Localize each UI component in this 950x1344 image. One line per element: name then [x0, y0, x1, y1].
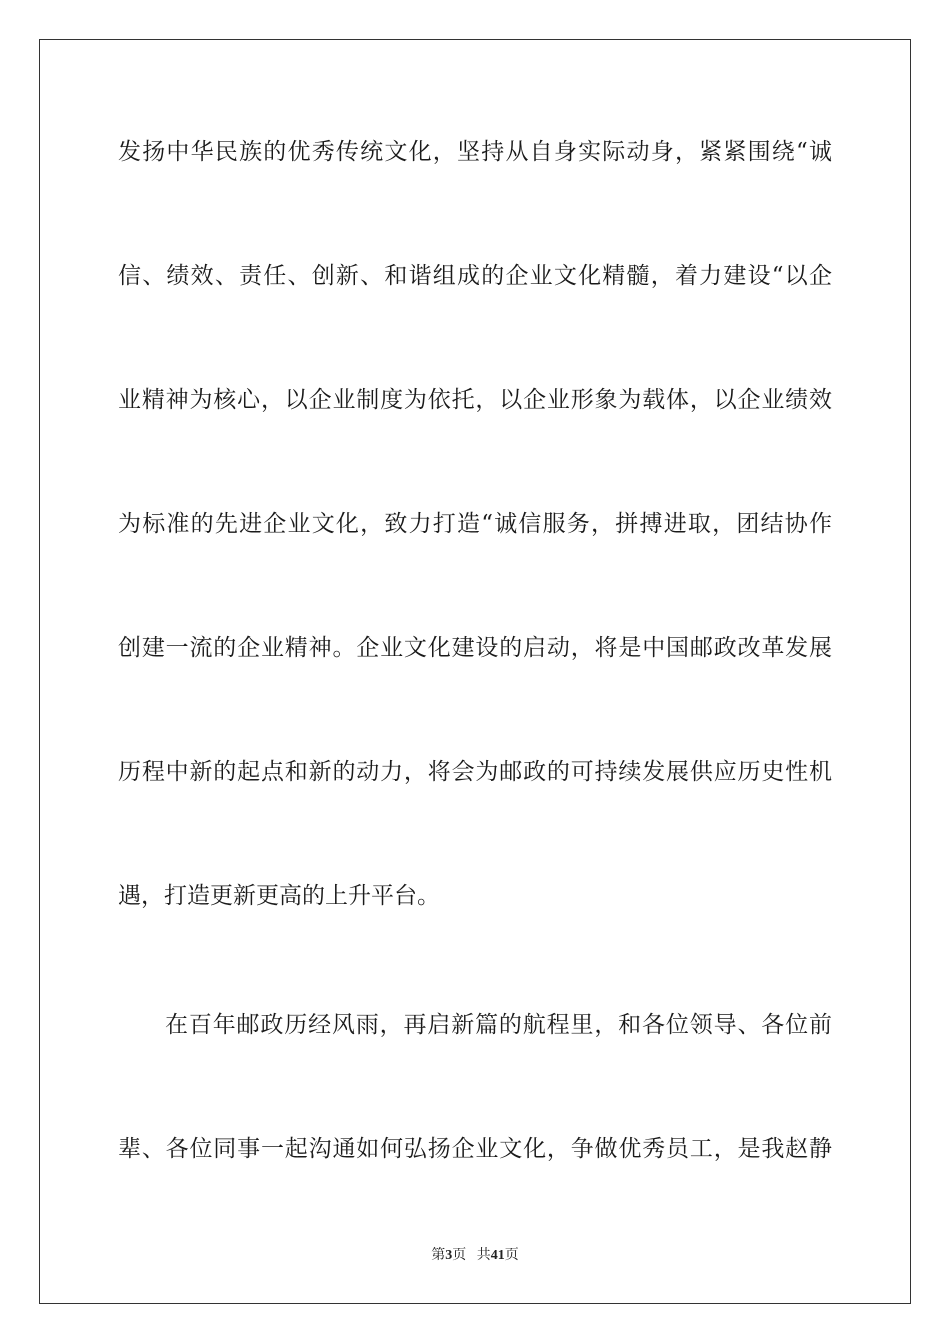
- footer-total-pages: 41: [490, 1248, 505, 1263]
- body-text-line-7: 遇，打造更新更高的上升平台。: [118, 883, 440, 909]
- body-text-line-4: 为标准的先进企业文化，致力打造“诚信服务，拼搏进取，团结协作: [118, 511, 832, 537]
- body-text-line-2: 信、绩效、责任、创新、和谐组成的企业文化精髓，着力建设“以企: [118, 263, 832, 289]
- body-text-line-5: 创建一流的企业精神。企业文化建设的启动，将是中国邮政改革发展: [118, 635, 832, 661]
- body-text-line-9: 辈、各位同事一起沟通如何弘扬企业文化，争做优秀员工，是我赵静: [118, 1136, 832, 1162]
- page-footer: [0, 1247, 950, 1265]
- footer-page-suffix: 页: [452, 1248, 467, 1263]
- footer-page-prefix: 第: [431, 1248, 446, 1263]
- footer-total-suffix: 页: [504, 1248, 519, 1263]
- body-text-line-6: 历程中新的起点和新的动力，将会为邮政的可持续发展供应历史性机: [118, 759, 832, 785]
- body-text-line-1: 发扬中华民族的优秀传统文化，坚持从自身实际动身，紧紧围绕“诚: [118, 139, 832, 165]
- page-border: [39, 39, 911, 1304]
- footer-total-prefix: 共: [476, 1248, 491, 1263]
- body-text-line-3: 业精神为核心，以企业制度为依托，以企业形象为载体，以企业绩效: [118, 387, 832, 413]
- footer-page-number: 3: [445, 1248, 453, 1263]
- body-text-line-8: 在百年邮政历经风雨，再启新篇的航程里，和各位领导、各位前: [165, 1012, 832, 1038]
